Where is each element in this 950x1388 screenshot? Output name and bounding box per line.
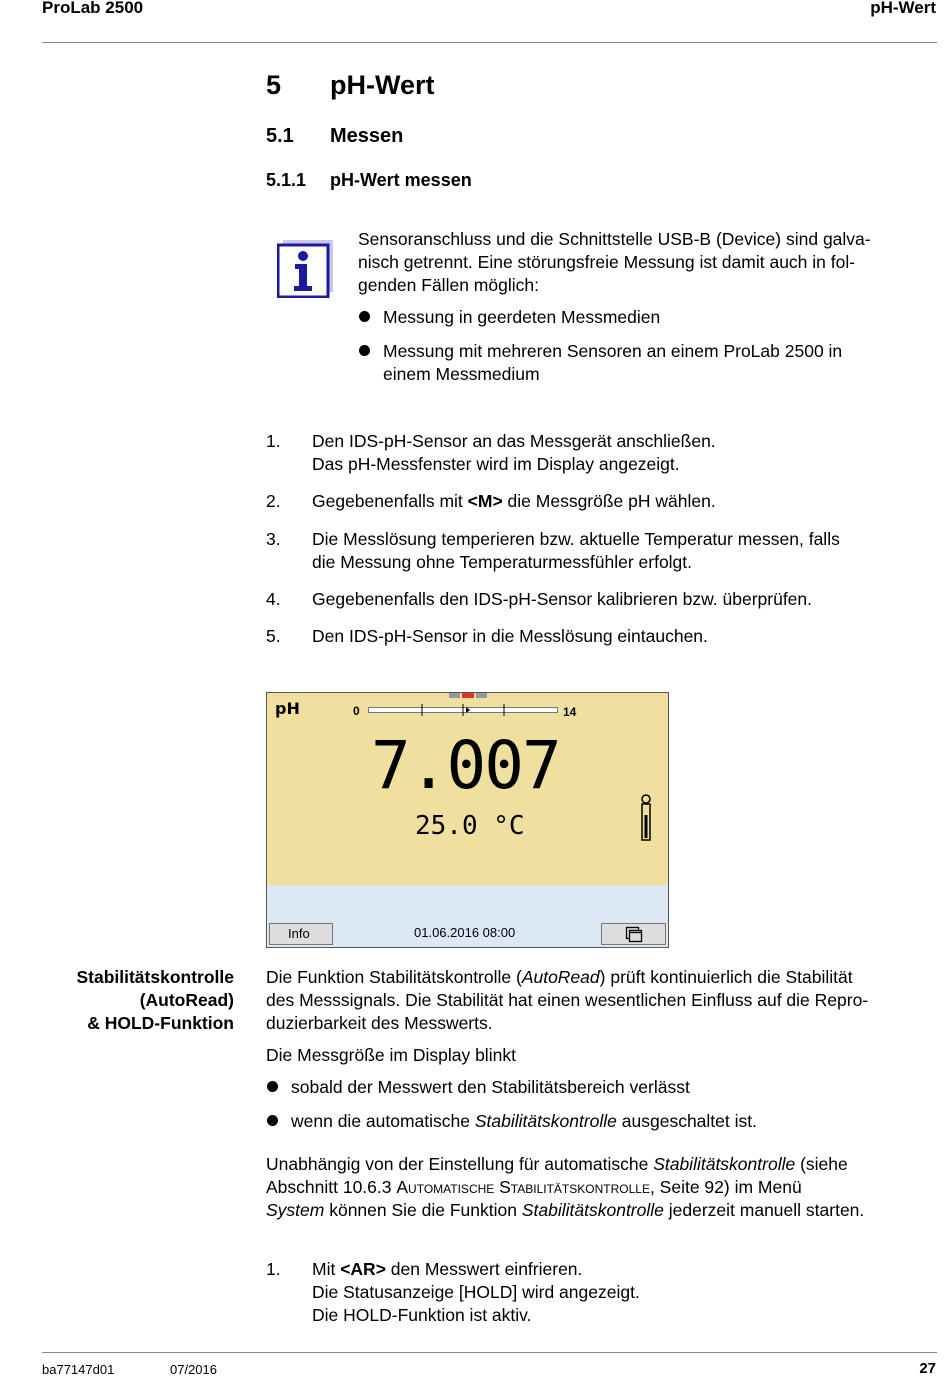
para-3-line-2: [266, 1176, 802, 1199]
ph-scale-bar: [368, 703, 558, 715]
h1-number: 5: [266, 70, 282, 100]
step-text: Gegebenenfalls den IDS-pH-Sensor kalibrieren bzw. überprüfen.: [312, 589, 813, 609]
side-heading-line-1: Stabilitätskontrolle: [76, 967, 234, 987]
text-italic: AutoRead: [521, 967, 600, 987]
h3-title: pH-Wert messen: [330, 170, 472, 190]
temperature-value: 25.0 °C: [415, 811, 525, 841]
parameter-label: pH: [275, 699, 300, 718]
text-italic: Stabilitätskontrolle: [521, 1200, 664, 1220]
step-text: Den IDS-pH-Sensor an das Messgerät anschließen.: [312, 431, 716, 451]
h2-title: Messen: [330, 125, 404, 147]
hold-step-line-1: [312, 1258, 582, 1281]
info-icon: [277, 240, 333, 298]
text: Die Funktion Stabilitätskontrolle (: [266, 967, 522, 987]
info-bullet-2: Messung mit mehreren Sensoren an einem ProLab 2500 in: [383, 341, 843, 361]
info-button[interactable]: Info: [269, 923, 333, 945]
text: wenn die automatische: [291, 1111, 475, 1131]
info-line-3: genden Fällen möglich:: [358, 275, 539, 295]
text: Unabhängig von der Einstellung für automatische: [266, 1154, 654, 1174]
step-text-post: die Messgröße pH wählen.: [502, 491, 716, 511]
hold-step-line-2: Die Statusanzeige [HOLD] wird angezeigt.: [312, 1282, 640, 1302]
hold-step-line-3: Die HOLD-Funktion ist aktiv.: [312, 1305, 532, 1325]
h2-number: 5.1: [266, 125, 294, 147]
info-line-2: nisch getrennt. Eine störungsfreie Messung ist damit auch in fol-: [358, 252, 856, 272]
side-heading-line-2: (AutoRead): [139, 990, 234, 1010]
header-chapter: pH-Wert: [870, 0, 936, 17]
info-bullet-2-cont: einem Messmedium: [383, 364, 540, 384]
footer-doc-id: ba77147d01: [42, 1362, 115, 1377]
header-rule: [42, 42, 937, 43]
text: ausgeschaltet ist.: [616, 1111, 757, 1131]
bullet: [359, 345, 370, 356]
key-m: <M>: [467, 491, 503, 511]
step-number: 5.: [266, 626, 281, 646]
para-1-line-1: [266, 966, 853, 989]
bullet: [267, 1115, 278, 1126]
side-heading: [76, 966, 234, 1035]
para-1-line-2: des Messsignals. Die Stabilität hat einen wesentlichen Einfluss auf die Repro-: [266, 990, 869, 1010]
text: jederzeit manuell starten.: [663, 1200, 865, 1220]
bullet: [359, 311, 370, 322]
text: den Messwert einfrieren.: [385, 1259, 583, 1279]
scale-max: 14: [563, 705, 577, 719]
scale-min: 0: [353, 704, 360, 718]
thermometer-icon: [639, 793, 653, 841]
text: Mit: [312, 1259, 341, 1279]
bullet: [267, 1081, 278, 1092]
para-2: Die Messgröße im Display blinkt: [266, 1045, 516, 1065]
text: Abschnitt 10.6.3: [266, 1177, 397, 1197]
text-italic: Stabilitätskontrolle: [474, 1111, 617, 1131]
h3-number: 5.1.1: [266, 170, 307, 190]
window-icon: [602, 924, 665, 944]
key-ar: <AR>: [340, 1259, 386, 1279]
header-title: ProLab 2500: [42, 0, 144, 17]
step-text-cont: Das pH-Messfenster wird im Display angezeigt.: [312, 454, 680, 474]
para-3-line-1: [266, 1153, 848, 1176]
cross-reference: Automatische Stabilitätskontrolle: [396, 1177, 650, 1197]
step-text-pre: Gegebenenfalls mit: [312, 491, 468, 511]
step-text: [312, 490, 716, 513]
stability-bullet-2: [291, 1110, 757, 1133]
datetime: 01.06.2016 08:00: [414, 925, 516, 940]
window-button[interactable]: [601, 923, 666, 945]
device-display: [266, 692, 669, 948]
step-number: 2.: [266, 491, 281, 511]
footer-date: 07/2016: [170, 1362, 217, 1377]
step-number: 1.: [266, 431, 281, 451]
step-text-cont: die Messung ohne Temperaturmessfühler erfolgt.: [312, 552, 693, 572]
status-indicator: [449, 693, 487, 698]
para-1-line-3: duzierbarkeit des Messwerts.: [266, 1013, 493, 1033]
step-number: 3.: [266, 529, 281, 549]
text: (siehe: [795, 1154, 848, 1174]
page-number: 27: [919, 1360, 936, 1377]
text: ) prüft kontinuierlich die Stabilität: [599, 967, 853, 987]
text: können Sie die Funktion: [324, 1200, 522, 1220]
text-italic: Stabilitätskontrolle: [653, 1154, 796, 1174]
text: , Seite 92) im Menü: [649, 1177, 802, 1197]
h1-title: pH-Wert: [330, 70, 435, 100]
info-line-1: Sensoranschluss und die Schnittstelle USB-B (Device) sind galva-: [358, 229, 871, 249]
footer-rule: [42, 1352, 937, 1353]
step-number: 1.: [266, 1259, 281, 1279]
info-bullet-1: Messung in geerdeten Messmedien: [383, 307, 661, 327]
side-heading-line-3: & HOLD-Funktion: [87, 1013, 234, 1033]
step-text: Den IDS-pH-Sensor in die Messlösung eintauchen.: [312, 626, 708, 646]
step-text: Die Messlösung temperieren bzw. aktuelle Temperatur messen, falls: [312, 529, 840, 549]
para-3-line-3: [266, 1199, 864, 1222]
text-italic: System: [266, 1200, 325, 1220]
stability-bullet-1: sobald der Messwert den Stabilitätsbereich verlässt: [291, 1077, 690, 1097]
ph-value: 7.007: [371, 727, 560, 804]
step-number: 4.: [266, 589, 281, 609]
